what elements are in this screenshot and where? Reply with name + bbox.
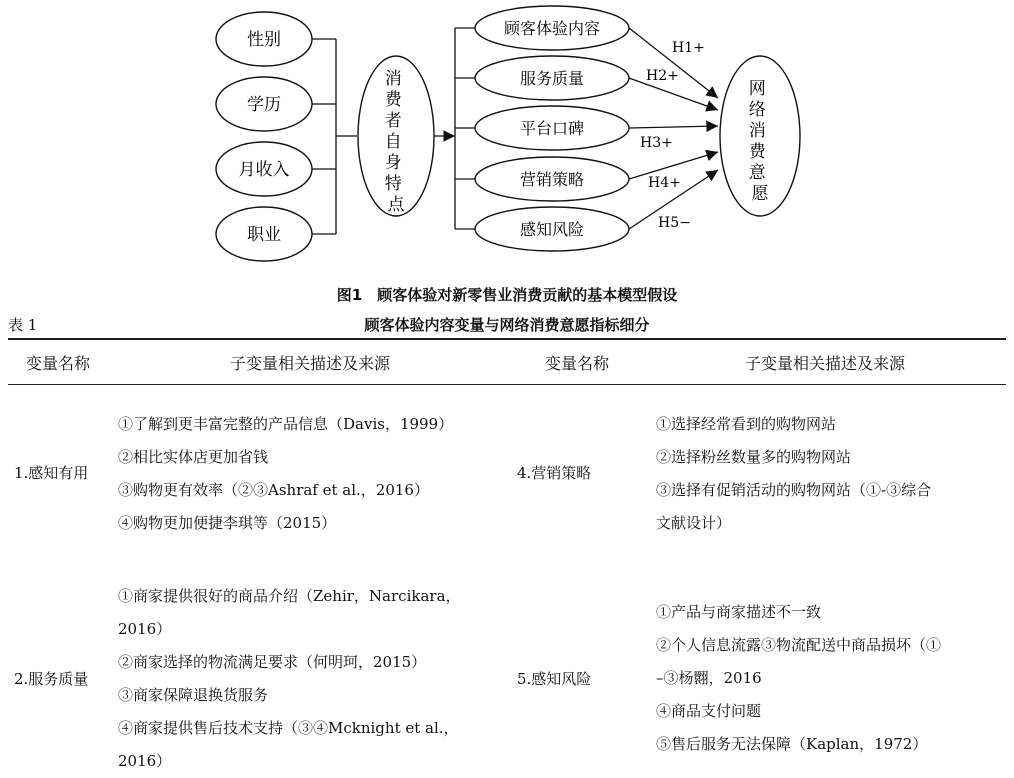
center-node xyxy=(358,56,434,216)
header-variable-name: 变量名称 xyxy=(25,354,90,373)
table-label: 表 1 xyxy=(8,316,38,334)
outcome-node xyxy=(720,56,800,216)
row-description-list xyxy=(118,580,461,778)
mid-node-label: 营销策略 xyxy=(519,170,585,189)
row-description-list xyxy=(656,408,931,540)
description-item: ④商家提供售后技术支持（③④Mcknight et al.， xyxy=(118,719,459,737)
outcome-node-label: 网 络 消 费 意 愿 xyxy=(748,79,769,204)
header-variable-name: 变量名称 xyxy=(544,354,609,373)
hypothesis-label: H5− xyxy=(658,215,691,231)
description-item: ②商家选择的物流满足要求（何明珂，2015） xyxy=(118,653,427,671)
left-node-label: 月收入 xyxy=(238,160,290,180)
description-item: 2016） xyxy=(118,752,172,770)
left-node xyxy=(216,142,312,196)
description-item: ①商家提供很好的商品介绍（Zehir，Narcikara， xyxy=(118,587,461,605)
table-title: 顾客体验内容变量与网络消费意愿指标细分 xyxy=(364,316,650,334)
left-node xyxy=(216,77,312,131)
description-item: ⑤售后服务无法保障（Kaplan，1972） xyxy=(656,735,928,753)
description-item: ③选择有促销活动的购物网站（①-③综合 xyxy=(656,481,932,499)
hypothesis-label: H1+ xyxy=(672,40,705,56)
description-item: ②个人信息流露③物流配送中商品损坏（① xyxy=(656,636,942,654)
description-item: ①了解到更丰富完整的产品信息（Davis，1999） xyxy=(118,415,454,433)
left-node-label: 学历 xyxy=(247,95,281,115)
mid-node-label: 感知风险 xyxy=(519,220,585,239)
description-item: ②相比实体店更加省钱 xyxy=(118,448,269,466)
left-node-label: 职业 xyxy=(247,225,281,245)
hypothesis-labels xyxy=(640,40,705,231)
mid-node xyxy=(475,106,629,150)
mid-bracket xyxy=(434,28,475,229)
row-variable-name: 5.感知风险 xyxy=(517,670,592,688)
arrow-h1 xyxy=(629,28,718,98)
description-item: ①产品与商家描述不一致 xyxy=(656,603,822,621)
mid-node xyxy=(475,6,629,50)
mid-node xyxy=(475,157,629,201)
row-variable-name: 2.服务质量 xyxy=(14,670,89,688)
left-node xyxy=(216,207,312,261)
figure-caption: 图1 顾客体验对新零售业消费贡献的基本模型假设 xyxy=(336,286,678,304)
header-description: 子变量相关描述及来源 xyxy=(744,354,905,373)
description-item: –③杨翾，2016 xyxy=(656,669,762,687)
description-item: ④商品支付问题 xyxy=(656,702,762,720)
hypothesis-label: H4+ xyxy=(648,175,681,191)
model-diagram xyxy=(0,0,1014,300)
row-variable-name: 4.营销策略 xyxy=(517,464,592,482)
hypothesis-arrows xyxy=(629,28,718,229)
description-item: ①选择经常看到的购物网站 xyxy=(656,415,837,433)
table-top-rule xyxy=(8,338,1006,340)
mid-node-label: 平台口碑 xyxy=(519,119,585,138)
table-header-rule xyxy=(8,384,1006,385)
row-variable-name: 1.感知有用 xyxy=(14,464,89,482)
mid-node-label: 服务质量 xyxy=(519,69,585,88)
description-item: ②选择粉丝数量多的购物网站 xyxy=(656,448,852,466)
hypothesis-label: H2+ xyxy=(646,68,679,84)
header-description: 子变量相关描述及来源 xyxy=(229,354,390,373)
description-item: 文献设计） xyxy=(656,514,732,532)
row-description-list xyxy=(656,596,941,761)
left-node xyxy=(216,12,312,66)
hypothesis-label: H3+ xyxy=(640,135,673,151)
left-bracket xyxy=(312,39,357,234)
description-item: 2016） xyxy=(118,620,172,638)
row-description-list xyxy=(118,408,453,540)
left-node-label: 性别 xyxy=(247,30,281,50)
description-item: ③购物更有效率（②③Ashraf et al.，2016） xyxy=(118,481,429,499)
mid-node xyxy=(475,56,629,100)
arrow-h3 xyxy=(629,126,718,128)
description-item: ④购物更加便捷李琪等（2015） xyxy=(118,514,337,532)
center-node-label: 消 费 者 自 身 特 点 xyxy=(384,69,405,215)
mid-node-label: 顾客体验内容 xyxy=(503,19,601,38)
description-item: ③商家保障退换货服务 xyxy=(118,686,269,704)
mid-node xyxy=(475,207,629,251)
